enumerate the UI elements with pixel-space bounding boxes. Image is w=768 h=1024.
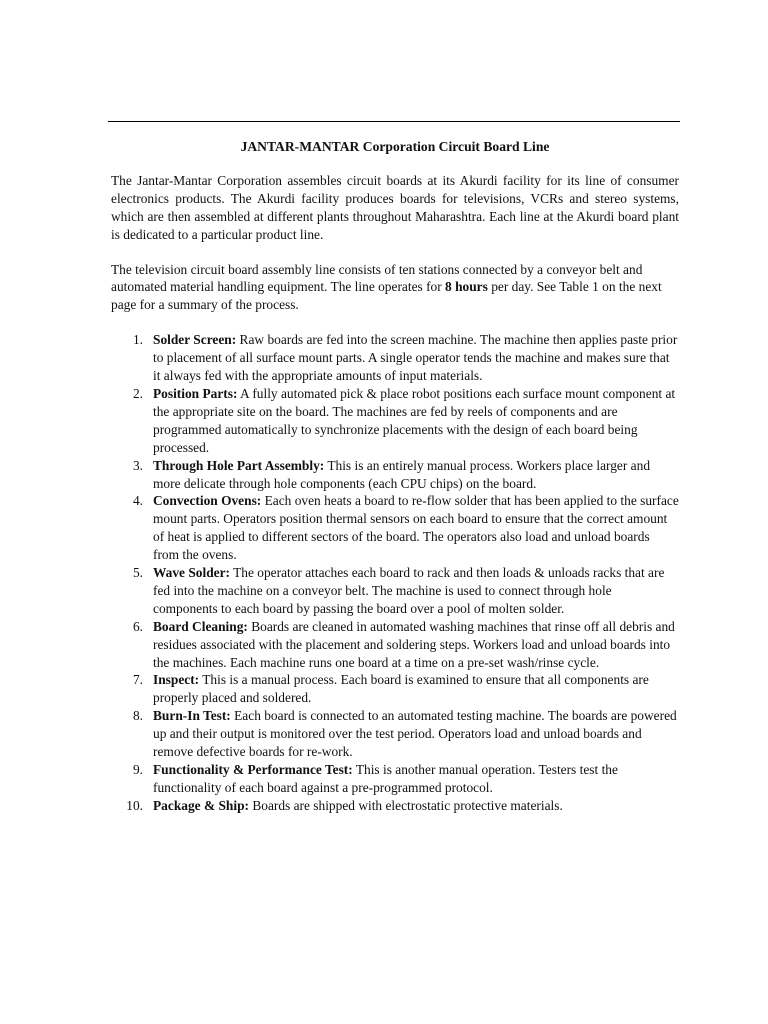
step-term: Wave Solder: (153, 565, 230, 581)
assembly-line-text-after: per day. See Table 1 on the next page for a summary of the process. (111, 279, 662, 313)
step-number: 1. (132, 332, 143, 348)
step-description: This is another manual operation. Testers test the functionality of each board against a pre-programmed protocol. (153, 762, 618, 795)
list-item (111, 707, 679, 761)
assembly-line-paragraph (111, 261, 679, 315)
step-description: Boards are shipped with electrostatic protective materials. (248, 797, 563, 813)
step-term: Solder Screen: (153, 332, 237, 348)
step-number: 2. (132, 385, 143, 401)
top-divider (108, 121, 680, 122)
step-term: Package & Ship: (153, 797, 249, 813)
document-title: JANTAR-MANTAR Corporation Circuit Board Line (240, 139, 550, 154)
step-number: 4. (132, 493, 143, 509)
step-number: 10. (126, 797, 143, 813)
step-description: A fully automated pick & place robot positions each surface mount component at the appropriate site on the board. The machines are fed by reels of components and are programmed automatically to synchronize placements with the design of each board being processed. (153, 385, 676, 455)
assembly-line-text-before: The television circuit board assembly line consists of ten stations connected by a conveyor belt and automated material handling equipment. The line operates for (111, 261, 643, 295)
step-number: 7. (132, 672, 143, 688)
step-description: The operator attaches each board to rack and then loads & unloads racks that are fed into the machine on a conveyor belt. The machine is used to connect through hole components to each board by passing the board over a pool of molten solder. (153, 565, 665, 616)
step-description: Each board is connected to an automated testing machine. The boards are powered up and their output is monitored over the test period. Operators load and unload boards and remove defective boards for re-work. (153, 708, 677, 760)
step-term: Position Parts: (153, 385, 238, 401)
list-item (111, 331, 679, 385)
document-body (111, 138, 679, 815)
list-item (111, 761, 679, 797)
list-item (111, 385, 679, 457)
step-number: 3. (132, 457, 143, 473)
list-item (111, 492, 679, 564)
step-term: Functionality & Performance Test: (153, 762, 353, 777)
intro-paragraph: The Jantar-Mantar Corporation assembles circuit boards at its Akurdi facility for its line of consumer electronics products. The Akurdi facility produces boards for televisions, VCRs and stereo systems, which are then assembled at different plants throughout Maharashtra. Each line at the Akurdi board plant is dedicated to a particular product line. (111, 172, 679, 242)
step-number: 5. (132, 565, 143, 581)
step-description: Boards are cleaned in automated washing machines that rinse off all debris and residues associated with the placement and soldering steps. Workers load and unload boards into the machines. Each machine runs one board at a time on a pre-set wash/rinse cycle. (153, 618, 675, 670)
step-description: This is an entirely manual process. Workers place larger and more delicate through hole components (each CPU chips) on the board. (153, 457, 651, 491)
step-description: This is a manual process. Each board is examined to ensure that all components are properly placed and soldered. (153, 672, 649, 706)
operating-hours: 8 hours (445, 279, 488, 295)
list-item (111, 457, 679, 493)
step-number: 6. (132, 618, 143, 634)
list-item (111, 671, 679, 707)
step-term: Convection Ovens: (153, 493, 262, 509)
step-description: Raw boards are fed into the screen machine. The machine then applies paste prior to placement of all surface mount parts. A single operator tends the machine and makes sure that it always fed with the appropriate amounts of input materials. (153, 332, 678, 384)
list-item (111, 564, 679, 618)
step-term: Inspect: (153, 672, 200, 688)
list-item (111, 618, 679, 672)
step-description: Each oven heats a board to re-flow solder that has been applied to the surface mount parts. Operators position thermal sensors on each board to ensure that the correct amount of heat is applied to different sectors of the board. The operators also load and unload boards from the ovens. (153, 493, 679, 563)
list-item (111, 797, 679, 815)
step-number: 8. (132, 708, 143, 724)
step-term: Burn-In Test: (153, 708, 231, 724)
step-number: 9. (132, 762, 143, 777)
step-term: Board Cleaning: (153, 618, 248, 634)
process-steps-list (111, 331, 679, 814)
step-term: Through Hole Part Assembly: (153, 457, 325, 473)
